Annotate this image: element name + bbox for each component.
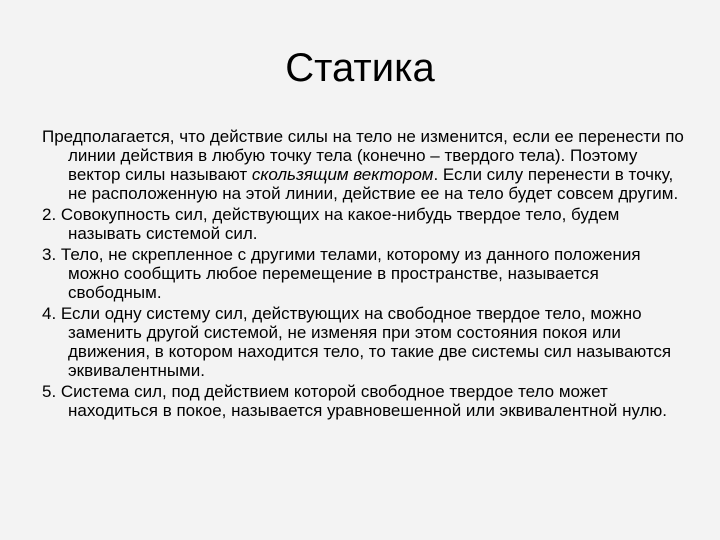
slide-title: Статика <box>285 46 435 90</box>
paragraph-1 <box>42 127 692 203</box>
paragraph-1-text: Предполагается, что действие силы на тело не изменится, если ее перенести по линии действия в любую точку тела (конечно – твердого тела). Поэтому вектор силы называют <box>42 127 684 184</box>
paragraph-3: 3. Тело, не скрепленное с другими телами, которому из данного положения можно сообщить любое перемещение в пространстве, называется свободным. <box>42 245 641 302</box>
slide-body <box>42 127 692 422</box>
paragraph-5: 5. Система сил, под действием которой свободное твердое тело может находиться в покое, называется уравновешенной или эквивалентной нулю. <box>42 382 668 420</box>
paragraph-2: 2. Совокупность сил, действующих на какое-нибудь твердое тело, будем называть системой сил. <box>42 205 620 243</box>
paragraph-1-emphasis: скользящим вектором <box>251 165 434 184</box>
paragraph-1-text-end: . Если силу перенести в точку, не расположенную на этой линии, действие ее на тело будет совсем другим. <box>68 165 679 203</box>
paragraph-4: 4. Если одну систему сил, действующих на свободное твердое тело, можно заменить другой системой, не изменяя при этом состояния покоя или движения, в котором находится тело, то такие две системы сил называются эквивалентными. <box>42 304 672 380</box>
